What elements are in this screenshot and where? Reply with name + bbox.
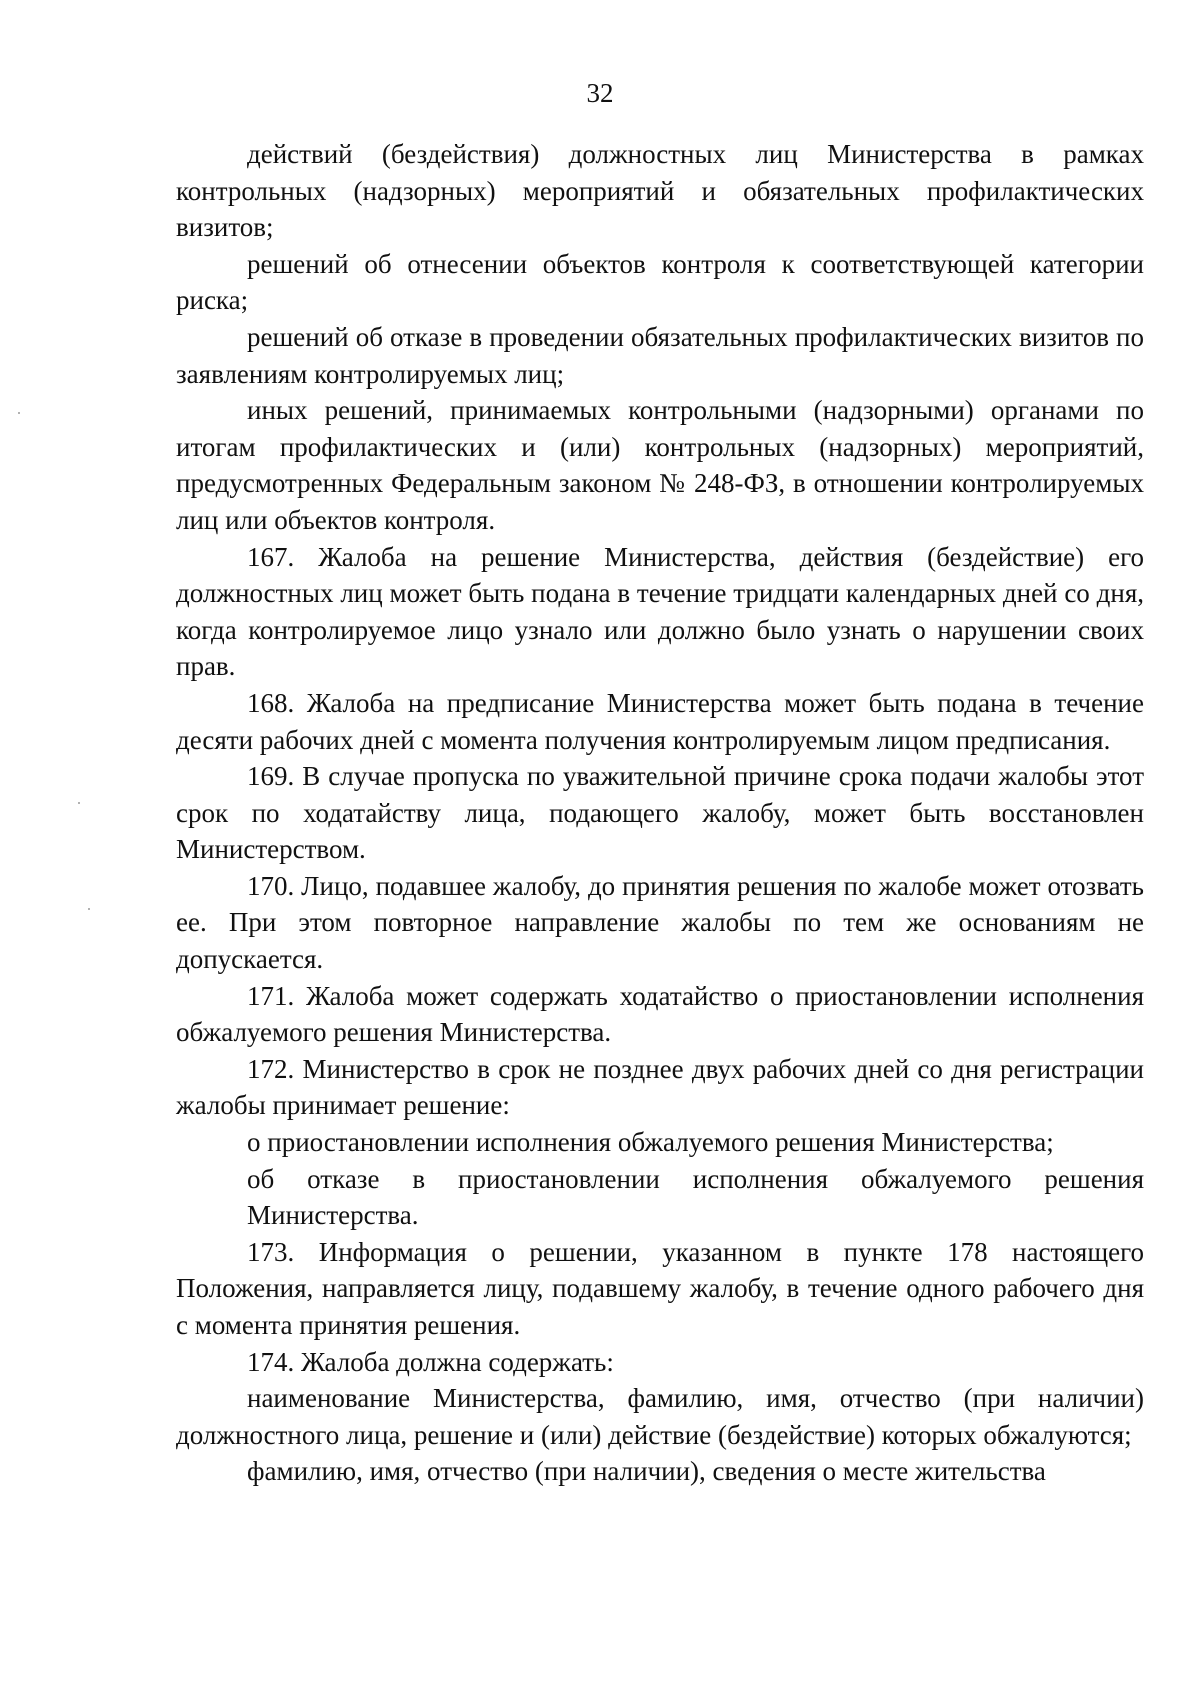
paragraph-171: 171. Жалоба может содержать ходатайство о приостановлении исполнения обжалуемого решения Министерства. <box>176 980 1144 1048</box>
scan-artifact-dot <box>88 908 90 910</box>
paragraph-refusal-preventive-visits: решений об отказе в проведении обязательных профилактических визитов по заявлениям контролируемых лиц; <box>176 321 1144 389</box>
paragraph-refusal-suspension: об отказе в приостановлении исполнения обжалуемого решения Министерства. <box>247 1163 1144 1231</box>
paragraph-actions-of-officials: действий (бездействия) должностных лиц Министерства в рамках контрольных (надзорных) мероприятий и обязательных профилактических визитов; <box>176 139 1144 243</box>
scan-artifact-dot <box>78 802 80 804</box>
document-body <box>176 136 1144 1490</box>
paragraph-other-decisions: иных решений, принимаемых контрольными (надзорными) органами по итогам профилактических и (или) контрольных (надзорных) мероприятий, предусмотренных Федеральным законом № 248-ФЗ, в отношении контролируемых лиц или объектов контроля. <box>176 395 1144 535</box>
paragraph-ministry-name-requirement: наименование Министерства, фамилию, имя, отчество (при наличии) должностного лица, решение и (или) действие (бездействие) которых обжалуются; <box>176 1383 1144 1450</box>
paragraph-169: 169. В случае пропуска по уважительной причине срока подачи жалобы этот срок по ходатайству лица, подающего жалобу, может быть восстановлен Министерством. <box>176 761 1144 865</box>
paragraph-applicant-details-requirement: фамилию, имя, отчество (при наличии), сведения о месте жительства <box>247 1456 1046 1487</box>
page-number: 32 <box>586 78 614 108</box>
paragraph-suspension-decision: о приостановлении исполнения обжалуемого решения Министерства; <box>247 1127 1054 1158</box>
scan-artifact-dot <box>18 412 20 414</box>
paragraph-168: 168. Жалоба на предписание Министерства может быть подана в течение десяти рабочих дней с момента получения контролируемым лицом предписания. <box>176 687 1144 755</box>
paragraph-167: 167. Жалоба на решение Министерства, действия (бездействие) его должностных лиц может быть подана в течение тридцати календарных дней со дня, когда контролируемое лицо узнало или должно было узнать о нарушении своих прав. <box>176 541 1144 682</box>
paragraph-173: 173. Информация о решении, указанном в пункте 178 настоящего Положения, направляется лицу, подавшему жалобу, в течение одного рабочего дня с момента принятия решения. <box>176 1236 1144 1340</box>
paragraph-170: 170. Лицо, подавшее жалобу, до принятия решения по жалобе может отозвать ее. При этом повторное направление жалобы по тем же основаниям не допускается. <box>176 870 1144 975</box>
paragraph-172: 172. Министерство в срок не позднее двух рабочих дней со дня регистрации жалобы принимает решение: <box>176 1053 1144 1121</box>
paragraph-risk-category-decisions: решений об отнесении объектов контроля к соответствующей категории риска; <box>176 248 1144 316</box>
paragraph-174: 174. Жалоба должна содержать: <box>247 1346 614 1377</box>
